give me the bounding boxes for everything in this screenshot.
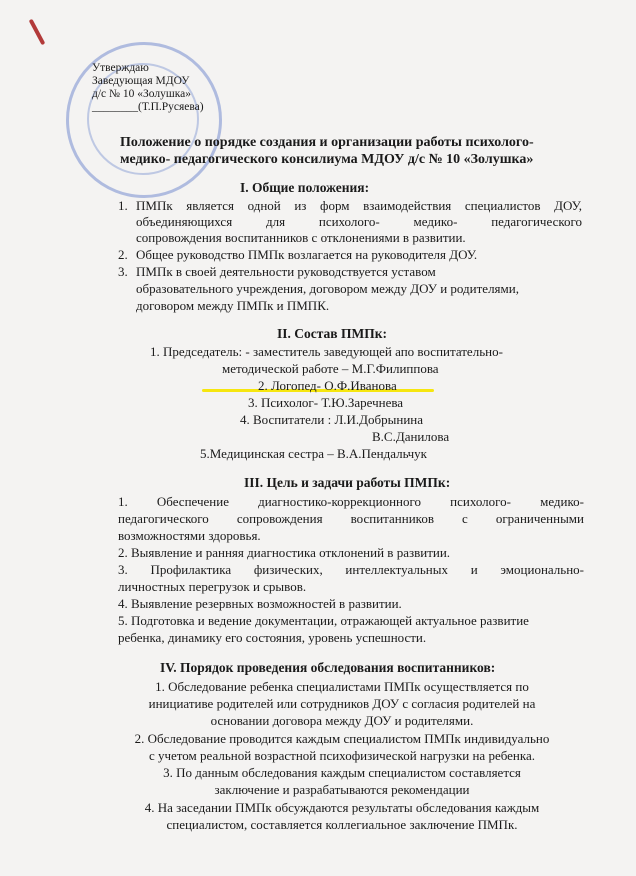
list-item-text: Общее руководство ПМПк возлагается на руководителя ДОУ. [136, 247, 478, 262]
list-item-text: ПМПк в своей деятельности руководствуется уставом [136, 264, 436, 279]
document-title [120, 134, 580, 168]
goal-line: личностных перегрузок и срывов. [118, 579, 307, 594]
approval-block [92, 62, 204, 114]
goal-line: педагогического сопровождения воспитанников с ограниченными [118, 511, 584, 526]
list-item-text: образовательного учреждения, договором между ДОУ и родителями, [136, 281, 519, 296]
list-item-text: сопровождения воспитанников с отклонениями в развитии. [136, 230, 466, 245]
goal-line: 5. Подготовка и ведение документации, отражающей актуальное развитие [118, 613, 529, 628]
composition-line: 3. Психолог- Т.Ю.Заречнева [248, 395, 404, 410]
section-3-heading: III. Цель и задачи работы ПМПк: [244, 475, 451, 490]
list-number: 1. [118, 198, 128, 213]
approval-line: Заведующая МДОУ [92, 75, 190, 87]
composition-line: 1. Председатель: - заместитель заведующей апо воспитательно- [150, 344, 503, 359]
goal-line: возможностями здоровья. [118, 528, 261, 543]
list-number: 2. [118, 247, 128, 262]
procedure-line: 3. По данным обследования каждым специалистом составляется [163, 765, 521, 780]
section-2-heading: II. Состав ПМПк: [277, 326, 387, 341]
procedure-line: заключение и разрабатываются рекомендации [214, 782, 470, 797]
goal-line: ребенка, динамику его состояния, уровень успешности. [118, 630, 427, 645]
procedure-line: 2. Обследование проводится каждым специалистом ПМПк индивидуально [134, 731, 550, 746]
goal-line: 1. Обеспечение диагностико-коррекционного психолого- медико- [118, 494, 584, 509]
title-line: медико- педагогического консилиума МДОУ д/с № 10 «Золушка» [120, 152, 534, 167]
procedure-line: 1. Обследование ребенка специалистами ПМПк осуществляется по [155, 679, 529, 694]
procedure-line: специалистом, составляется коллегиальное заключение ПМПк. [166, 817, 518, 832]
section-4-heading: IV. Порядок проведения обследования воспитанников: [160, 660, 496, 675]
approval-signature: ________(Т.П.Русяева) [92, 101, 204, 113]
composition-line: 5.Медицинская сестра – В.А.Пендальчук [200, 446, 427, 461]
composition-line: методической работе – М.Г.Филиппова [222, 361, 439, 376]
list-number: 3. [118, 264, 128, 279]
composition-line: 2. Логопед- О.Ф.Иванова [258, 378, 397, 393]
procedure-line: инициативе родителей или сотрудников ДОУ с согласия родителей на [148, 696, 536, 711]
list-item-text: объединяющихся для психолого- медико- педагогического [136, 214, 582, 229]
red-pen-mark [29, 19, 46, 46]
goal-line: 4. Выявление резервных возможностей в развитии. [118, 596, 402, 611]
composition-line: 4. Воспитатели : Л.И.Добрынина [240, 412, 424, 427]
procedure-line: с учетом реальной возрастной психофизической нагрузки на ребенка. [148, 748, 536, 763]
approval-line: д/с № 10 «Золушка» [92, 88, 191, 100]
section-1-heading: I. Общие положения: [240, 180, 370, 195]
goal-line: 3. Профилактика физических, интеллектуальных и эмоционально- [118, 562, 584, 577]
composition-line: В.С.Данилова [372, 429, 450, 444]
list-item-text: договором между ПМПк и ПМПК. [136, 298, 330, 313]
procedure-line: основании договора между ДОУ и родителями. [210, 713, 474, 728]
procedure-line: 4. На заседании ПМПк обсуждаются результаты обследования каждым [144, 800, 540, 815]
title-line: Положение о порядке создания и организации работы психолого- [120, 135, 534, 150]
goal-line: 2. Выявление и ранняя диагностика отклонений в развитии. [118, 545, 451, 560]
approval-line: Утверждаю [92, 62, 149, 74]
list-item-text: ПМПк является одной из форм взаимодействия специалистов ДОУ, [136, 198, 582, 213]
